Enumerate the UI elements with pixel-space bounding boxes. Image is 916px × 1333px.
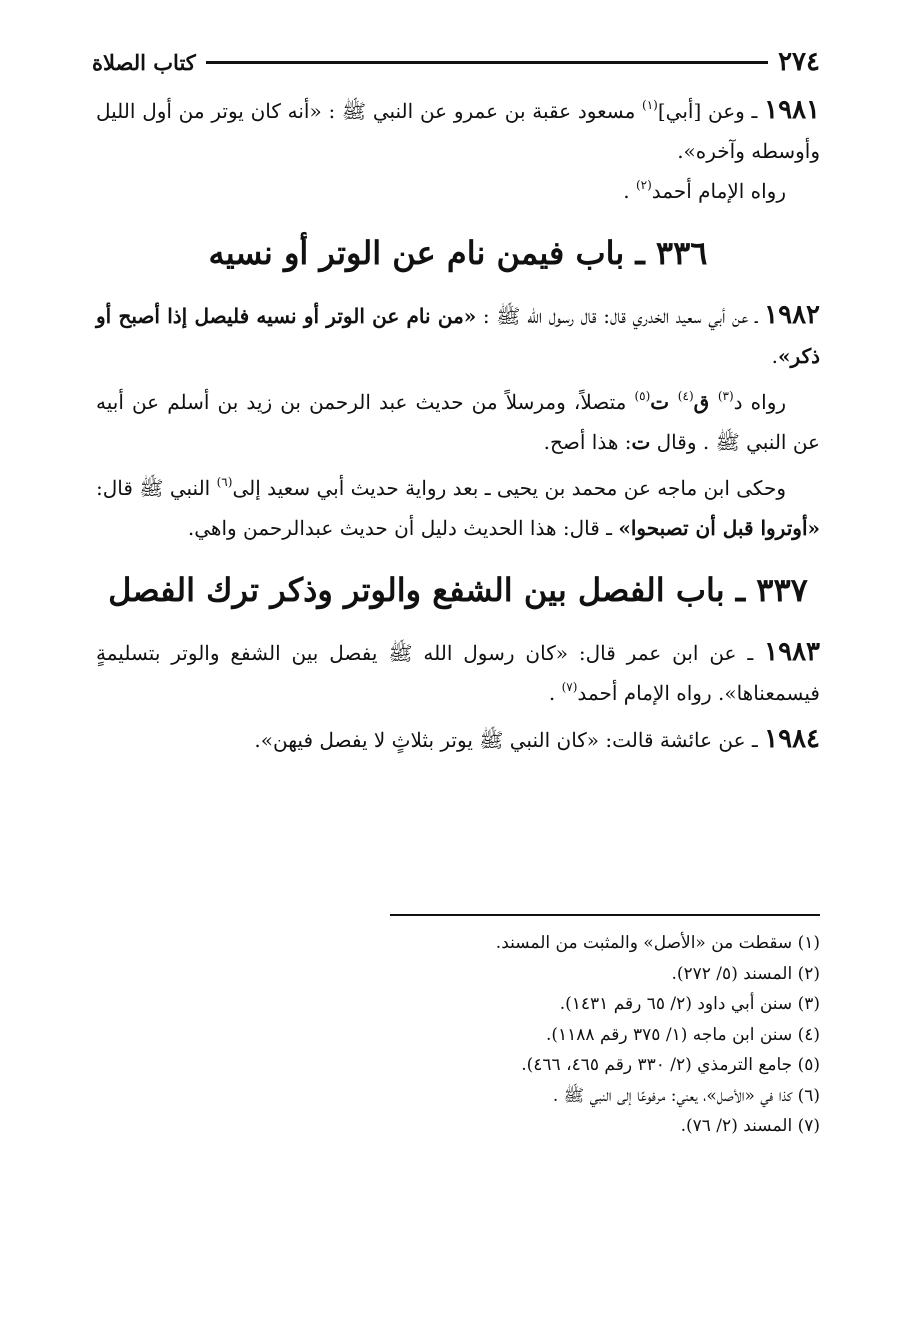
hadith-1983 xyxy=(96,632,820,713)
source-text: : هذا أصح. xyxy=(543,430,632,454)
hadith-1982-commentary xyxy=(96,468,820,548)
footnote-ref: (٧) xyxy=(561,680,578,694)
hadith-text: ـ عن ابن عمر قال: «كان رسول الله ﷺ يفصل بين الشفع والوتر بتسليمةٍ فيسمعناها». رواه الإمام أحمد xyxy=(96,641,820,705)
hadith-number: ١٩٨٢ xyxy=(764,300,820,330)
footnote-ref: (٤) xyxy=(677,389,694,403)
footnote-1: (١) سقطت من «الأصل» والمثبت من المسند. xyxy=(495,933,820,953)
hadith-number: ١٩٨٣ xyxy=(764,637,820,667)
hadith-1982-source xyxy=(96,382,820,462)
commentary-quote: «أوتروا قبل أن تصبحوا» xyxy=(618,516,820,540)
footnote-ref: (٥) xyxy=(634,389,651,403)
footnote-3: (٣) سنن أبي داود (٢/ ٦٥ رقم ١٤٣١). xyxy=(559,994,820,1014)
commentary-text: ـ قال: هذا الحديث دليل أن حديث عبدالرحمن واهي. xyxy=(187,516,619,540)
source-text: رواه د xyxy=(733,390,787,414)
page-number: ٢٧٤ xyxy=(778,47,820,77)
hadith-1981 xyxy=(96,90,820,171)
section-title-336: ٣٣٦ ـ باب فيمن نام عن الوتر أو نسيه xyxy=(208,234,708,272)
footnote-6: (٦) كذا في «الأصل»، يعني: مرفوعًا إلى النبي ﷺ . xyxy=(552,1085,820,1106)
page-header xyxy=(92,42,820,82)
section-title-337: ٣٣٧ ـ باب الفصل بين الشفع والوتر وذكر ترك الفصل xyxy=(108,571,808,609)
hadith-quote: «من نام عن الوتر أو نسيه فليصل إذا أصبح أو ذكر» xyxy=(96,304,820,368)
commentary-text: النبي ﷺ قال: xyxy=(96,476,217,500)
source-siglum: ت xyxy=(650,390,678,414)
footnote-2: (٢) المسند (٥/ ٢٧٢). xyxy=(671,963,820,984)
source-text: رواه الإمام أحمد xyxy=(651,179,786,203)
book-title: كتاب الصلاة xyxy=(92,49,196,75)
hadith-number: ١٩٨٤ xyxy=(764,724,820,754)
hadith-lead: ـ عن أبي سعيد الخدري قال: قال رسول الله ﷺ : xyxy=(476,304,765,328)
footnote-ref: (٣) xyxy=(717,389,734,403)
footnote-separator xyxy=(390,914,820,916)
hadith-1981-source xyxy=(96,171,820,211)
footnotes xyxy=(300,928,820,1142)
header-rule xyxy=(206,61,768,64)
footnote-7: (٧) المسند (٢/ ٧٦). xyxy=(680,1116,820,1136)
hadith-number: ١٩٨١ xyxy=(764,95,821,125)
source-siglum: ت xyxy=(631,430,651,454)
commentary-text: وحكى ابن ماجه عن محمد بن يحيى ـ بعد رواية حديث أبي سعيد إلى xyxy=(232,476,786,500)
hadith-1982 xyxy=(96,295,820,376)
hadith-text: ـ عن عائشة قالت: «كان النبي ﷺ يوتر بثلاثٍ لا يفصل فيهن». xyxy=(254,728,765,752)
hadith-end: . xyxy=(771,344,779,368)
page-body xyxy=(96,90,820,760)
source-text: متصلاً، ومرسلاً من حديث عبد الرحمن بن زيد بن أسلم عن أبيه عن النبي ﷺ . وقال xyxy=(96,390,820,454)
footnote-ref: (١) xyxy=(642,98,658,112)
hadith-1984 xyxy=(96,719,820,760)
footnote-5: (٥) جامع الترمذي (٢/ ٣٣٠ رقم ٤٦٥، ٤٦٦). xyxy=(521,1055,820,1075)
hadith-end: . xyxy=(548,681,562,705)
hadith-lead: ـ وعن [أبي] xyxy=(657,99,765,123)
footnote-4: (٤) سنن ابن ماجه (١/ ٣٧٥ رقم ١١٨٨). xyxy=(545,1024,820,1045)
source-end: . xyxy=(623,179,636,203)
footnote-ref: (٦) xyxy=(216,475,233,489)
hadith-text: مسعود عقبة بن عمرو عن النبي ﷺ : «أنه كان يوتر من أول الليل وأوسطه وآخره». xyxy=(96,99,820,163)
footnote-ref: (٢) xyxy=(635,178,652,192)
source-siglum: ق xyxy=(693,390,718,414)
